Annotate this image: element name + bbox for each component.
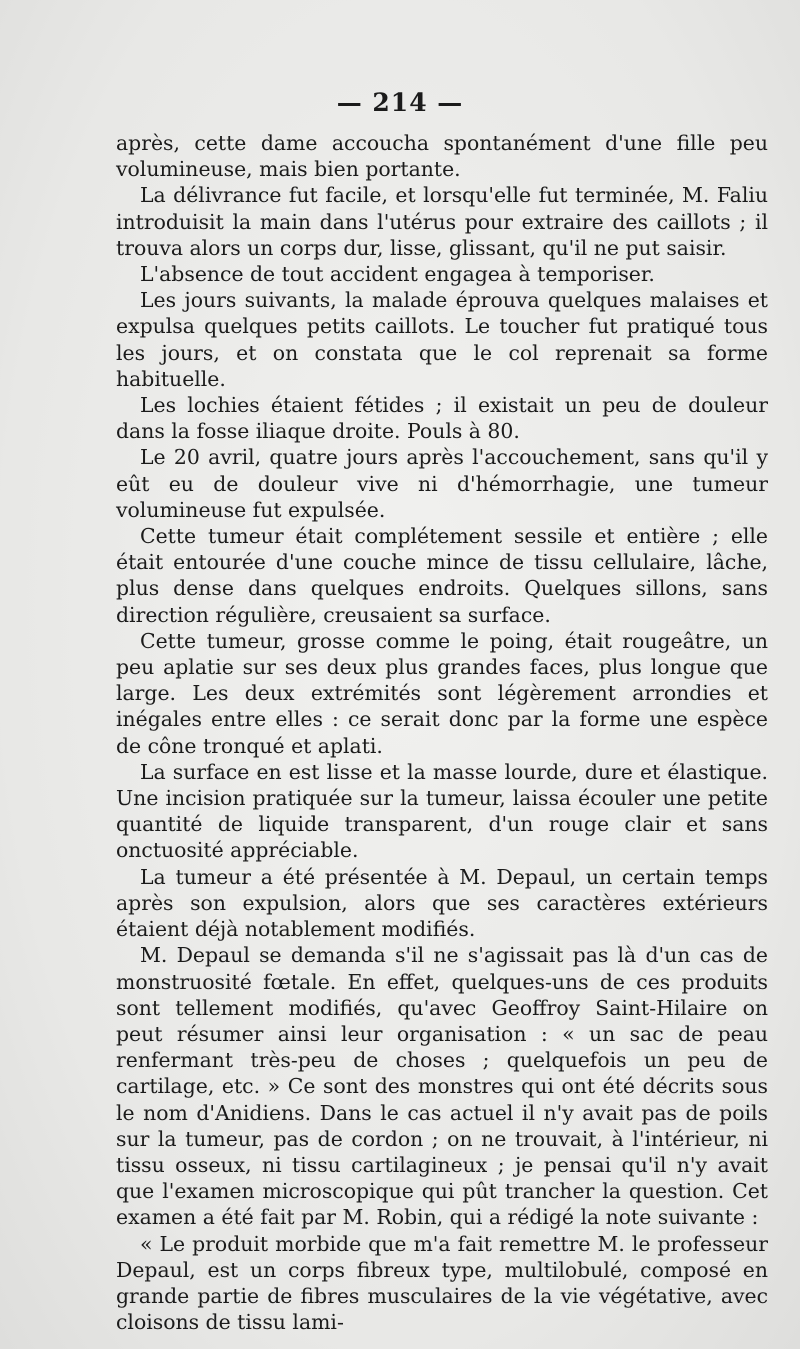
paragraph: « Le produit morbide que m'a fait remettre M. le professeur Depaul, est un corps fibreux type, multilobulé, composé en grande partie de fibres musculaires de la vie végétative, avec cloisons de tissu lami- — [116, 1231, 768, 1335]
paragraph: Le 20 avril, quatre jours après l'accouchement, sans qu'il y eût eu de douleur vive ni d'hémorrhagie, une tumeur volumineuse fut expulsée. — [116, 445, 768, 522]
paragraph: La tumeur a été présentée à M. Depaul, un certain temps après son expulsion, alors que ses caractères extérieurs étaient déjà notablement modifiés. — [116, 864, 768, 942]
paragraph: La délivrance fut facile, et lorsqu'elle fut terminée, M. Faliu introduisit la main dans l'utérus pour extraire des caillots ; il trouva alors un corps dur, lisse, glissant, qu'il ne put saisir. — [116, 183, 768, 260]
paragraph: M. Depaul se demanda s'il ne s'agissait pas là d'un cas de monstruosité fœtale. En effet, quelques-uns de ces produits sont tellement modifiés, qu'avec Geoffroy Saint-Hilaire on peut résumer ainsi leur organisation : « un sac de peau renfermant très-peu de choses ; quelquefois un peu de cartilage, etc. » Ce sont des monstres qui ont été décrits sous le nom d'Anidiens. Dans le cas actuel il n'y avait pas de poils sur la tumeur, pas de cordon ; on ne trouvait, à l'intérieur, ni tissu osseux, ni tissu cartilagineux ; je pensai qu'il n'y avait que l'examen microscopique qui pût trancher la question. Cet examen a été fait par M. Robin, qui a rédigé la note suivante : — [116, 943, 768, 1230]
paragraph: après, cette dame accoucha spontanément d'une fille peu volumineuse, mais bien portante. — [116, 131, 768, 182]
paragraph: Les jours suivants, la malade éprouva quelques malaises et expulsa quelques petits caillots. Le toucher fut pratiqué tous les jours, et on constata que le col reprenait sa forme habituelle. — [116, 288, 768, 391]
paragraph: Cette tumeur était complétement sessile et entière ; elle était entourée d'une couche mince de tissu cellulaire, lâche, plus dense dans quelques endroits. Quelques sillons, sans direction régulière, creusaient sa surface. — [116, 524, 768, 627]
paragraph: La surface en est lisse et la masse lourde, dure et élastique. Une incision pratiquée sur la tumeur, laissa écouler une petite quantité de liquide transparent, d'un rouge clair et sans onctuosité appréciable. — [116, 759, 768, 863]
paragraph: Les lochies étaient fétides ; il existait un peu de douleur dans la fosse iliaque droite. Pouls à 80. — [116, 393, 768, 444]
page-body — [116, 130, 768, 1335]
paragraph: Cette tumeur, grosse comme le poing, était rougeâtre, un peu aplatie sur ses deux plus grandes faces, plus longue que large. Les deux extrémités sont légèrement arrondies et inégales entre elles : ce serait donc par la forme une espèce de cône tronqué et aplati. — [116, 628, 768, 758]
page-number: — 214 — — [336, 88, 464, 117]
paragraph: L'absence de tout accident engagea à temporiser. — [140, 262, 655, 287]
